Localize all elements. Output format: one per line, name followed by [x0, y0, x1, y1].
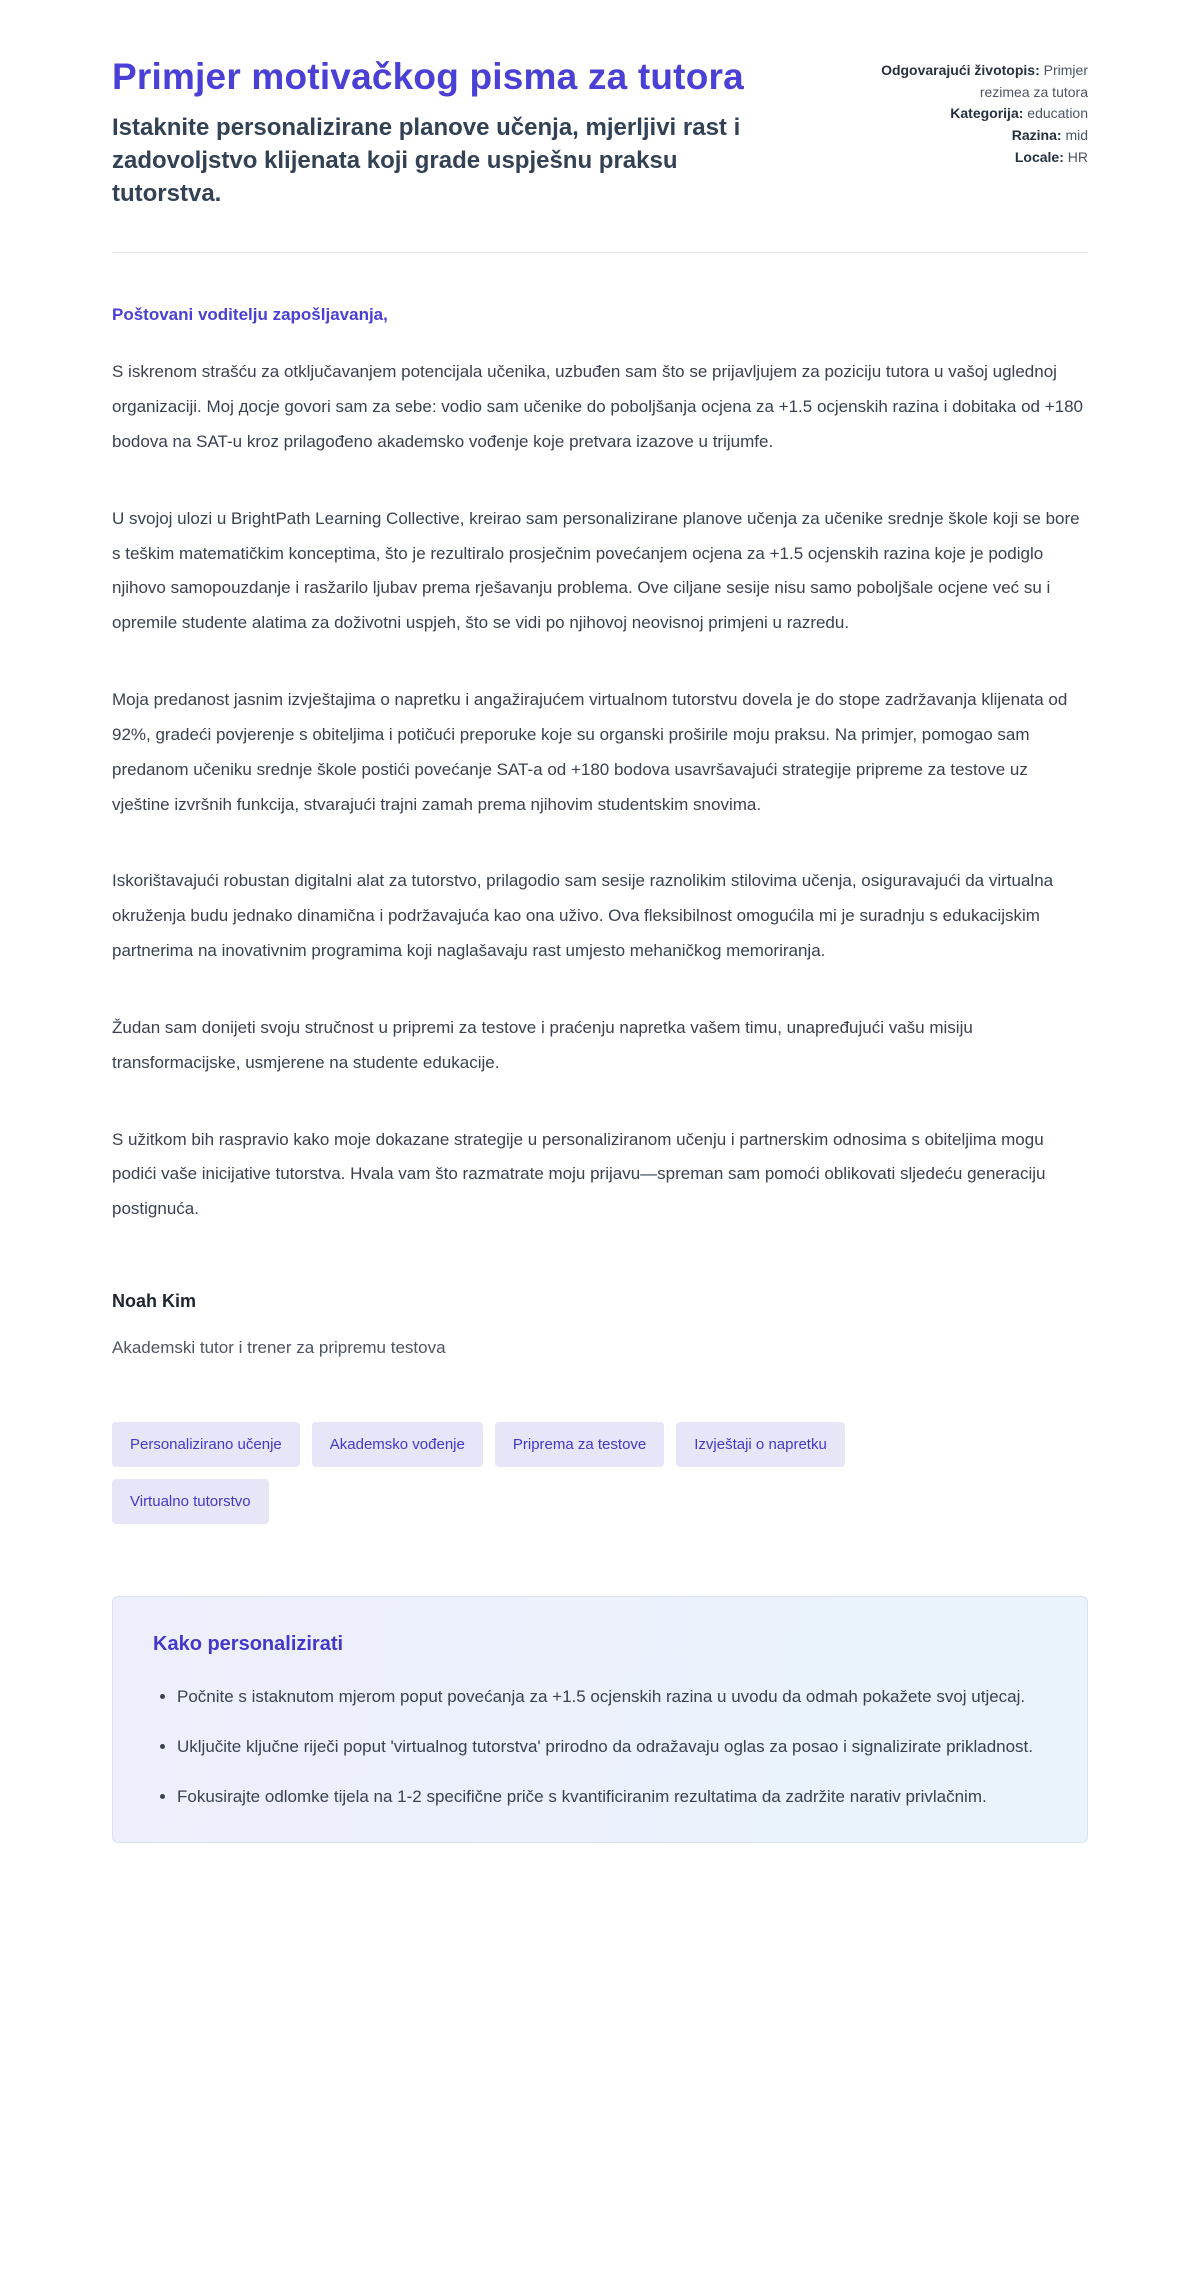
personalization-tips-box	[112, 1596, 1088, 1843]
tip-item: • Fokusirajte odlomke tijela na 1-2 specifične priče s kvantificiranim rezultatima da zadržite narativ privlačnim.	[177, 1780, 1047, 1814]
meta-locale-label: Locale:	[1014, 148, 1064, 165]
letter-paragraph: Iskorištavajući robustan digitalni alat za tutorstvo, prilagodio sam sesije raznolikim stilovima učenja, osiguravajući da virtualna okruženja budu jednako dinamična i podržavajuća kao ona uživo. Ova fleksibilnost omogućila mi je suradnju s edukacijskim partnerima na inovativnim programima koji naglašavaju rast umjesto mehaničkog memoriranja.	[112, 871, 1054, 961]
tag-chip: Izvještaji o napretku	[676, 1422, 845, 1467]
signature-name: Noah Kim	[112, 1291, 197, 1312]
letter-greeting: Poštovani voditelju zapošljavanja,	[112, 305, 388, 325]
letter-paragraph: S užitkom bih raspravio kako moje dokazane strategije u personaliziranom učenju i partnerskim odnosima s obiteljima mogu podići vaše inicijative tutorstva. Hvala vam što razmatrate moju prijavu—spreman sam pomoći oblikovati sljedeću generaciju postignuća.	[112, 1129, 1046, 1219]
meta-category-value: education	[1027, 105, 1088, 122]
meta-locale-value: HR	[1067, 148, 1088, 165]
meta-matching-resume-value: Primjer rezimea za tutora	[979, 62, 1088, 100]
tip-item: • Uključite ključne riječi poput 'virtualnog tutorstva' prirodno da odražavaju oglas za posao i signalizirate prikladnost.	[177, 1730, 1047, 1764]
meta-category-label: Kategorija:	[950, 105, 1024, 122]
letter-paragraph: U svojoj ulozi u BrightPath Learning Collective, kreirao sam personalizirane planove učenja za učenike srednje škole koji se bore s teškim matematičkim konceptima, što je rezultiralo prosječnim povećanjem ocjena za +1.5 ocjenskih razina koje je podiglo njihovo samopouzdanje i rasžarilo ljubav prema rješavanju problema. Ove ciljane sesije nisu samo poboljšale ocjene već su i opremile studente alatima za doživotni uspjeh, što se vidi po njihovoj neovisnoj primjeni u razredu.	[112, 508, 1080, 633]
header-left	[112, 54, 752, 210]
letter-paragraph: S iskrenom strašću za otključavanjem potencijala učenika, uzbuđen sam što se prijavljujem za poziciju tutora u vašoj uglednoj organizaciji. Moj досje govori sam za sebe: vodio sam učenike do poboljšanja ocjena za +1.5 ocjenskih razina i dobitaka od +180 bodova na SAT-u kroz prilagođeno akademsko vođenje koje pretvara izazove u trijumfe.	[112, 362, 1083, 451]
letter-paragraph: Žudan sam donijeti svoju stručnost u pripremi za testove i praćenju napretka vašem timu, unapređujući vašu misiju transformacijske, usmjerene na studente edukacije.	[112, 1017, 973, 1072]
meta-matching-resume	[878, 60, 1088, 103]
page-container	[112, 0, 1088, 1843]
tag-chip: Virtualno tutorstvo	[112, 1479, 269, 1524]
signature-role: Akademski tutor i trener za pripremu testova	[112, 1338, 446, 1358]
tag-chip: Personalizirano učenje	[112, 1422, 300, 1467]
meta-block	[878, 54, 1088, 168]
letter-body	[112, 305, 1088, 1358]
meta-level-label: Razina:	[1011, 127, 1062, 144]
meta-locale	[878, 147, 1088, 169]
letter-paragraph: Moja predanost jasnim izvještajima o napretku i angažirajućem virtualnom tutorstvu dovela je do stope zadržavanja klijenata od 92%, gradeći povjerenje s obiteljima i potičući preporuke koje su organski proširile moju praksu. Na primjer, pomogao sam predanom učeniku srednje škole postići povećanje SAT-a od +180 bodova usavršavajući strategije pripreme za testove uz vještine izvršnih funkcija, stvarajući trajni zamah prema njihovim studentskim snovima.	[112, 690, 1068, 814]
page-title: Primjer motivačkog pisma za tutora	[112, 56, 744, 97]
header	[112, 54, 1088, 210]
tip-item: • Počnite s istaknutom mjerom poput povećanja za +1.5 ocjenskih razina u uvodu da odmah pokažete svoj utjecaj.	[177, 1680, 1047, 1714]
page-subtitle: Istaknite personalizirane planove učenja, mjerljivi rast i zadovoljstvo klijenata koji grade uspješnu praksu tutorstva.	[112, 114, 741, 207]
meta-matching-resume-label: Odgovarajući životopis:	[881, 62, 1040, 78]
keyword-tags	[112, 1422, 1012, 1524]
meta-level-value: mid	[1065, 127, 1088, 144]
signature-block	[112, 1291, 1088, 1358]
meta-category	[878, 103, 1088, 125]
tag-chip: Priprema za testove	[495, 1422, 664, 1467]
meta-level	[878, 125, 1088, 147]
tips-list	[153, 1680, 1047, 1814]
header-divider	[112, 252, 1088, 253]
tips-heading: Kako personalizirati	[153, 1633, 344, 1656]
tag-chip: Akademsko vođenje	[312, 1422, 483, 1467]
